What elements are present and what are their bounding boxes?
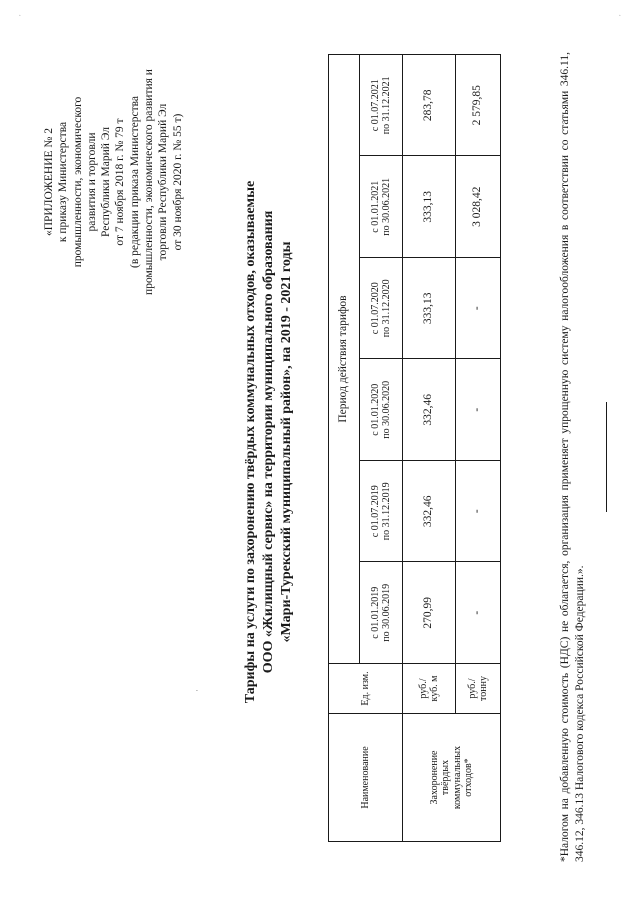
period-end: по 31.12.2021: [381, 76, 392, 135]
appendix-line: от 30 ноября 2020 г. № 55 т): [171, 113, 184, 251]
scan-speck: ·: [192, 689, 202, 692]
tariff-value: -: [456, 461, 501, 563]
header-period-6: [360, 55, 403, 157]
unit-line: куб. м: [429, 675, 440, 702]
appendix-line: «ПРИЛОЖЕНИЕ № 2: [43, 128, 55, 237]
service-name-cell: [403, 714, 501, 842]
header-unit: Ед. изм.: [329, 664, 403, 714]
header-name: Наименование: [329, 714, 403, 842]
service-name-line: Захоронение: [428, 750, 440, 805]
appendix-line: развития и торговли: [85, 132, 98, 232]
period-start: с 01.01.2020: [369, 383, 381, 436]
scan-mark-left: ·: [18, 10, 22, 22]
service-name-line: коммунальных: [451, 745, 463, 810]
header-period-4: [360, 258, 403, 360]
header-period-1: [360, 562, 403, 664]
rotated-page: [20, 22, 620, 882]
tariff-value: 333,13: [403, 258, 456, 360]
header-period-5: [360, 156, 403, 258]
tariff-table: [328, 54, 501, 842]
table-row: [403, 55, 456, 842]
unit-line: тонну: [478, 676, 489, 701]
service-name-line: отходов*: [463, 758, 474, 797]
tariff-value: 283,78: [403, 55, 456, 157]
appendix-line: Республики Марий Эл: [100, 127, 113, 238]
document-title: [242, 32, 296, 852]
tariff-value: 333,13: [403, 156, 456, 258]
appendix-line: (в редакции приказа Министерства: [128, 96, 141, 269]
unit-line: руб./: [417, 678, 429, 699]
header-period-3: [360, 359, 403, 461]
footnote: *Налогом на добавленную стоимость (НДС) не облагается, организация применяет упрощенную систему налогообложения в соответствии со статьями 346.11, 346.12, 346.13 Налогового кодекса Российской Федерации.».: [559, 52, 586, 862]
tariff-value: -: [456, 562, 501, 664]
period-end: по 30.06.2020: [381, 380, 392, 439]
tariff-value: 3 028,42: [456, 156, 501, 258]
service-name-line: твёрдых: [440, 759, 451, 796]
tariff-value: 332,46: [403, 359, 456, 461]
tariff-value: -: [456, 258, 501, 360]
period-start: с 01.07.2021: [369, 79, 381, 132]
header-period-group: Период действия тарифов: [329, 55, 360, 664]
period-start: с 01.01.2021: [369, 180, 381, 233]
appendix-line: торговли Республики Марий Эл: [157, 103, 170, 261]
tariff-value: 332,46: [403, 461, 456, 563]
period-start: с 01.07.2020: [369, 282, 381, 335]
period-end: по 31.12.2020: [381, 279, 392, 338]
period-end: по 30.06.2021: [381, 177, 392, 236]
tariff-value: 270,99: [403, 562, 456, 664]
title-line: «Мари-Турекский муниципальный район», на 2019 - 2021 годы: [279, 241, 294, 643]
appendix-line: от 7 ноября 2018 г. № 79 т: [114, 118, 127, 246]
header-period-2: [360, 461, 403, 563]
period-end: по 30.06.2019: [381, 583, 392, 642]
period-end: по 31.12.2019: [381, 482, 392, 541]
title-line: ООО «Жилищный сервис» на территории муниципального образования: [261, 210, 276, 674]
scan-mark-right: ·: [618, 10, 622, 22]
unit-cell: [456, 664, 501, 714]
unit-cell: [403, 664, 456, 714]
period-start: с 01.07.2019: [369, 485, 381, 538]
appendix-block: [42, 42, 185, 322]
title-line: Тарифы на услуги по захоронению твёрдых коммунальных отходов, оказываемые: [243, 180, 258, 704]
tariff-value: -: [456, 359, 501, 461]
tariff-value: 2 579,85: [456, 55, 501, 157]
appendix-line: к приказу Министерства: [57, 121, 70, 243]
appendix-line: промышленности, экономического развития и: [143, 69, 156, 295]
appendix-line: промышленности, экономического: [71, 96, 84, 268]
period-start: с 01.01.2019: [369, 586, 381, 639]
unit-line: руб./: [466, 678, 478, 699]
end-divider: [606, 402, 607, 512]
